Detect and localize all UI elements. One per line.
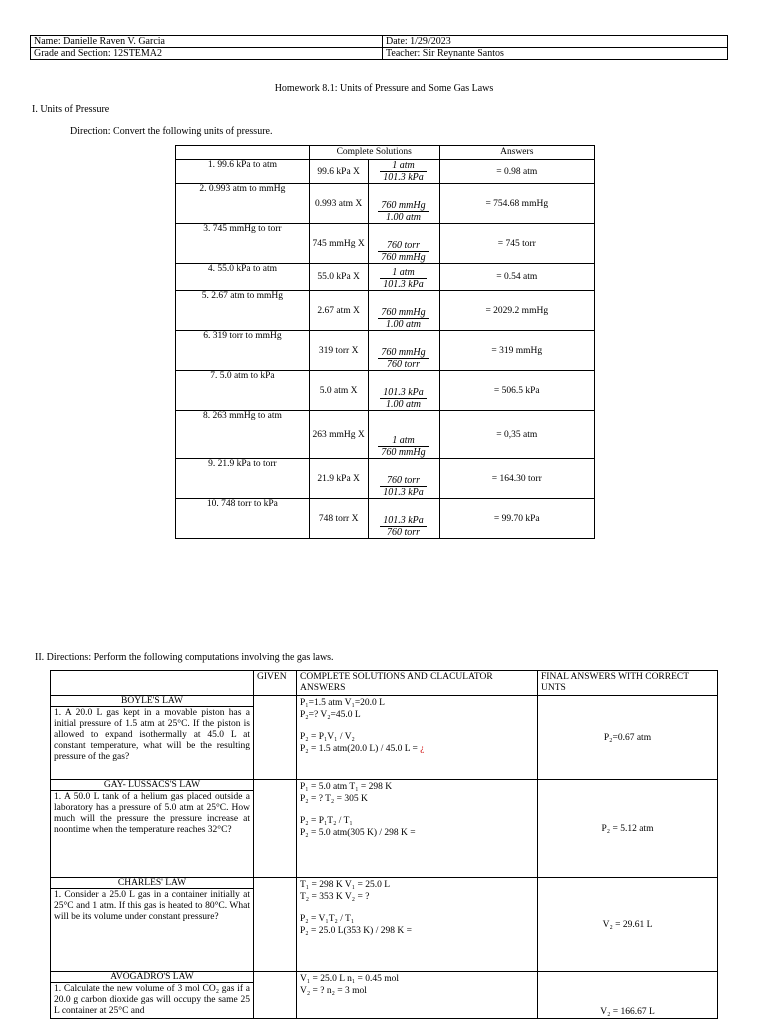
gas-law-solution: [297, 696, 538, 780]
solution-line-1: V₁ = 25.0 L n₁ = 0.45 mol: [300, 974, 400, 984]
fraction: [380, 160, 427, 183]
laws-col-problem: [51, 671, 254, 696]
fraction: [378, 435, 428, 458]
conversion-answer: = 745 torr: [439, 224, 594, 264]
fraction-numerator: 1 atm: [378, 435, 428, 447]
solution-line-2: V₂ = ? n₂ = 3 mol: [300, 986, 367, 996]
conversion-row: [176, 264, 595, 291]
conv-col-answers: Answers: [439, 146, 594, 160]
conversion-answer: = 164.30 torr: [439, 459, 594, 499]
fraction: [378, 347, 428, 370]
fraction: [378, 307, 428, 330]
laws-col-final: FINAL ANSWERS WITH CORRECT UNTS: [538, 671, 718, 696]
fraction-numerator: 1 atm: [380, 267, 427, 279]
gas-law-row: [51, 972, 718, 1019]
section2-heading: II. Directions: Perform the following computations involving the gas laws.: [35, 652, 334, 663]
gas-law-problem-cell: [51, 696, 254, 780]
gas-law-solution: [297, 972, 538, 1019]
conversion-row: [176, 499, 595, 539]
fraction-denominator: 760 torr: [386, 359, 421, 370]
fraction-denominator: 760 mmHg: [381, 447, 426, 458]
conversion-factor: [368, 224, 439, 264]
conversion-question: 5. 2.67 atm to mmHg: [176, 291, 310, 331]
fraction: [380, 267, 427, 290]
solution-formula: P₂ = V₁T₂ / T₁: [300, 914, 355, 924]
conv-col-complete: Complete Solutions: [309, 146, 439, 160]
conversion-question: 1. 99.6 kPa to atm: [176, 160, 310, 184]
gas-law-given: [254, 972, 297, 1019]
conversion-factor: [368, 411, 439, 459]
conversion-answer: = 754.68 mmHg: [439, 184, 594, 224]
gas-law-name: CHARLES' LAW: [51, 878, 253, 889]
conversion-row: [176, 371, 595, 411]
conversion-answer: = 0.54 atm: [439, 264, 594, 291]
fraction-numerator: 760 torr: [378, 240, 428, 252]
conversion-row: [176, 224, 595, 264]
conversion-factor: [368, 331, 439, 371]
conversion-factor: [368, 160, 439, 184]
section1-heading: I. Units of Pressure: [32, 104, 110, 115]
solution-line-1: P₁ = 5.0 atm T₁ = 298 K: [300, 782, 393, 792]
conversion-question: 4. 55.0 kPa to atm: [176, 264, 310, 291]
conversion-question: 8. 263 mmHg to atm: [176, 411, 310, 459]
conversion-given: 748 torr X: [309, 499, 368, 539]
fraction-numerator: 760 torr: [380, 475, 427, 487]
solution-formula: P₂ = P₁T₂ / T₁: [300, 816, 353, 826]
gas-law-problem: 1. A 20.0 L gas kept in a movable piston has a initial pressure of 1.5 atm at 25°C. If the piston is allowed to expand isothermally at 45.0 L at constant temperature, what will be the resulting pressure of the gas?: [54, 708, 250, 762]
fraction-denominator: 1.00 atm: [386, 212, 421, 223]
gas-law-problem-cell: [51, 972, 254, 1019]
conversion-answer: = 0.98 atm: [439, 160, 594, 184]
conversion-question: 2. 0.993 atm to mmHg: [176, 184, 310, 224]
conversion-table: [175, 145, 595, 539]
teacher: Teacher: Sir Reynante Santos: [383, 48, 728, 60]
gas-law-final-answer: V₂ = 166.67 L: [538, 972, 718, 1019]
conversion-given: 319 torr X: [309, 331, 368, 371]
grade-section: Grade and Section: 12STEMA2: [31, 48, 383, 60]
conversion-given: 2.67 atm X: [309, 291, 368, 331]
student-name: Name: Danielle Raven V. Garcia: [31, 36, 383, 48]
conversion-question: 7. 5.0 atm to kPa: [176, 371, 310, 411]
solution-calculation: P₂ = 25.0 L(353 K) / 298 K =: [300, 926, 412, 936]
solution-line-2: P₂ = ? T₂ = 305 K: [300, 794, 368, 804]
section1-direction: Direction: Convert the following units of pressure.: [70, 126, 273, 137]
gas-law-solution: [297, 780, 538, 878]
conversion-row: [176, 411, 595, 459]
solution-calculation: P₂ = 1.5 atm(20.0 L) / 45.0 L = ¿: [300, 744, 425, 754]
conversion-factor: [368, 499, 439, 539]
laws-col-given: GIVEN: [254, 671, 297, 696]
conversion-given: 745 mmHg X: [309, 224, 368, 264]
conversion-given: 55.0 kPa X: [309, 264, 368, 291]
conversion-given: 263 mmHg X: [309, 411, 368, 459]
fraction-numerator: 101.3 kPa: [380, 515, 427, 527]
gas-law-name: GAY- LUSSACS'S LAW: [51, 780, 253, 791]
gas-law-row: [51, 696, 718, 780]
gas-laws-table: [50, 670, 718, 1019]
conversion-row: [176, 331, 595, 371]
solution-line-2: T₂ = 353 K V₂ = ?: [300, 892, 370, 902]
conversion-row: [176, 184, 595, 224]
gas-law-given: [254, 780, 297, 878]
fraction: [378, 240, 428, 263]
fraction-denominator: 101.3 kPa: [383, 487, 424, 498]
conversion-factor: [368, 291, 439, 331]
solution-line-2: P₂=? V₂=45.0 L: [300, 710, 361, 720]
conversion-row: [176, 291, 595, 331]
conversion-given: 21.9 kPa X: [309, 459, 368, 499]
solution-formula: P₂ = P₁V₁ / V₂: [300, 732, 355, 742]
calculation-mark: ¿: [417, 744, 425, 754]
conversion-question: 6. 319 torr to mmHg: [176, 331, 310, 371]
fraction-denominator: 760 torr: [386, 527, 421, 538]
conversion-given: 5.0 atm X: [309, 371, 368, 411]
fraction: [380, 475, 427, 498]
laws-col-solutions: COMPLETE SOLUTIONS AND CLACULATOR ANSWERS: [297, 671, 538, 696]
conversion-answer: = 0,35 atm: [439, 411, 594, 459]
date: Date: 1/29/2023: [383, 36, 728, 48]
gas-law-given: [254, 878, 297, 972]
conversion-row: [176, 160, 595, 184]
gas-law-name: BOYLE'S LAW: [51, 696, 253, 707]
gas-law-final-answer: P₂ = 5.12 atm: [538, 780, 718, 878]
gas-law-solution: [297, 878, 538, 972]
fraction-numerator: 760 mmHg: [378, 307, 428, 319]
fraction-numerator: 760 mmHg: [378, 347, 428, 359]
gas-law-problem-cell: [51, 878, 254, 972]
conv-col-question: [176, 146, 310, 160]
fraction: [380, 515, 427, 538]
solution-line-1: P₁=1.5 atm V₁=20.0 L: [300, 698, 385, 708]
gas-law-problem-cell: [51, 780, 254, 878]
fraction-denominator: 1.00 atm: [386, 399, 421, 410]
gas-law-row: [51, 780, 718, 878]
document-title: Homework 8.1: Units of Pressure and Some Gas Laws: [274, 83, 494, 94]
gas-law-row: [51, 878, 718, 972]
fraction-denominator: 101.3 kPa: [383, 279, 424, 290]
gas-law-problem: 1. A 50.0 L tank of a helium gas placed outside a laboratory has a pressure of 5.0 atm at 25°C. How much will the pressure the pressure increase at noontime when the temperature reaches 32°C?: [54, 792, 250, 835]
conversion-answer: = 99.70 kPa: [439, 499, 594, 539]
conversion-answer: = 506.5 kPa: [439, 371, 594, 411]
conversion-factor: [368, 184, 439, 224]
gas-law-given: [254, 696, 297, 780]
fraction: [378, 200, 428, 223]
gas-law-final-answer: P₂=0.67 atm: [538, 696, 718, 780]
conversion-given: 0.993 atm X: [309, 184, 368, 224]
conversion-factor: [368, 371, 439, 411]
conversion-factor: [368, 459, 439, 499]
conversion-question: 10. 748 torr to kPa: [176, 499, 310, 539]
gas-law-problem: 1. Calculate the new volume of 3 mol CO₂ gas if a 20.0 g carbon dioxide gas will occupy the same 25 L container at 25°C and: [54, 984, 250, 1016]
fraction-denominator: 760 mmHg: [381, 252, 426, 263]
conversion-factor: [368, 264, 439, 291]
conversion-given: 99.6 kPa X: [309, 160, 368, 184]
fraction-denominator: 1.00 atm: [386, 319, 421, 330]
conversion-question: 9. 21.9 kPa to torr: [176, 459, 310, 499]
solution-line-1: T₁ = 298 K V₁ = 25.0 L: [300, 880, 390, 890]
fraction-numerator: 101.3 kPa: [380, 387, 427, 399]
conversion-answer: = 2029.2 mmHg: [439, 291, 594, 331]
conversion-question: 3. 745 mmHg to torr: [176, 224, 310, 264]
conversion-row: [176, 459, 595, 499]
fraction-denominator: 101.3 kPa: [383, 172, 424, 183]
student-info-table: [30, 35, 728, 60]
gas-law-final-answer: V₂ = 29.61 L: [538, 878, 718, 972]
fraction-numerator: 760 mmHg: [378, 200, 428, 212]
conversion-answer: = 319 mmHg: [439, 331, 594, 371]
solution-calculation: P₂ = 5.0 atm(305 K) / 298 K =: [300, 828, 416, 838]
gas-law-problem: 1. Consider a 25.0 L gas in a container initially at 25°C and 1 atm. If this gas is heated to 80°C. What will be its volume under constant pressure?: [54, 890, 250, 922]
fraction: [380, 387, 427, 410]
gas-law-name: AVOGADRO'S LAW: [51, 972, 253, 983]
fraction-numerator: 1 atm: [380, 160, 427, 172]
